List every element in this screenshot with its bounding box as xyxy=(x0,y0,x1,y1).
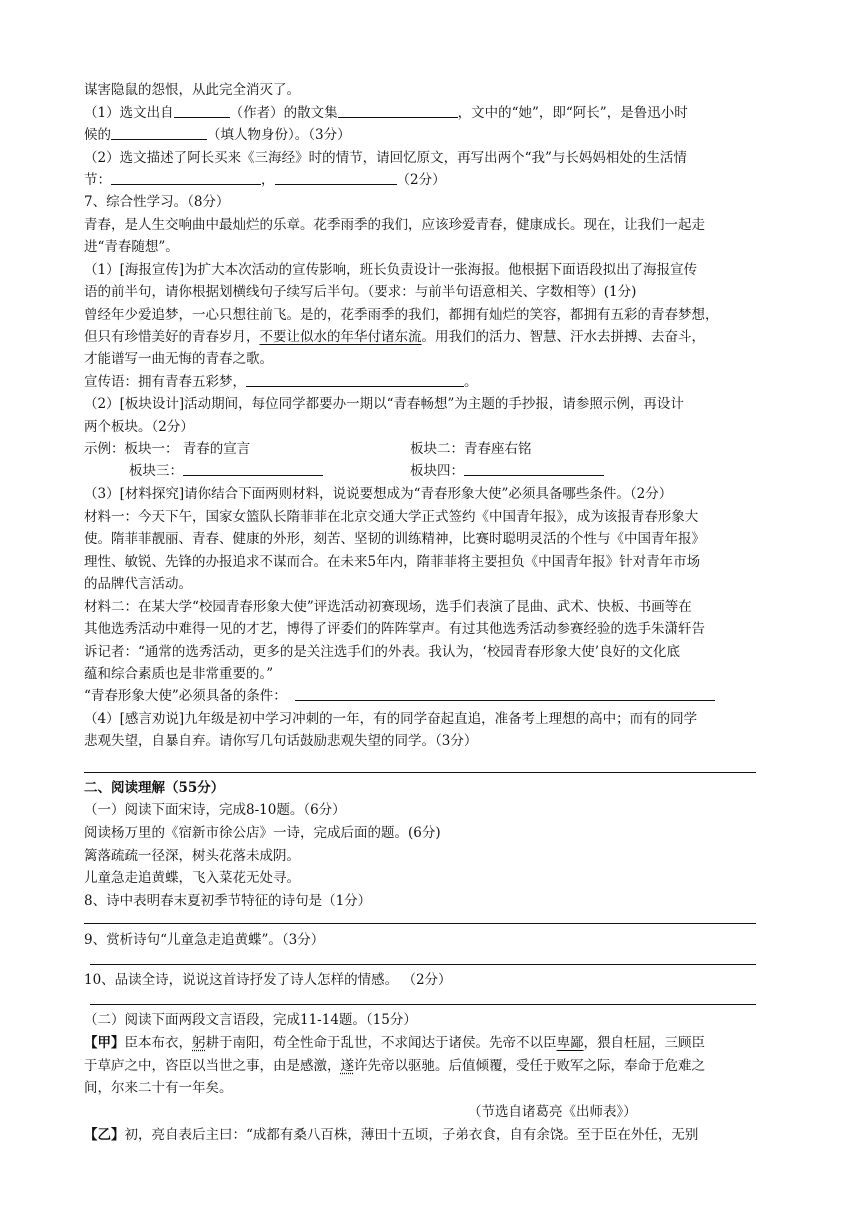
source-citation: （节选自诸葛亮《出师表》） xyxy=(468,1104,637,1120)
text-line: 谋害隐鼠的怨恨，从此完全消灭了。 xyxy=(84,82,300,98)
answer-blank[interactable] xyxy=(174,103,230,118)
question-2-line xyxy=(84,170,446,190)
question-text: 节： xyxy=(84,172,111,188)
answer-blank[interactable] xyxy=(464,461,604,476)
text-segment: 初，亮自表后主曰：“成都有桑八百株，薄田十五顷，子弟衣食，自有余饶。至于臣在外任，无别 xyxy=(124,1127,699,1143)
text-segment: 示例：板块一： 青春的宣言 xyxy=(84,441,251,457)
answer-blank[interactable] xyxy=(338,103,458,118)
text-line: 材料二：在某大学“校园青春形象大使”评选活动初赛现场，选手们表演了昆曲、武术、快板、书画等在 xyxy=(84,599,692,615)
text-line: （2）[板块设计]活动期间，每位同学都要办一期以“青春畅想”为主题的手抄报，请参照示例，再设计 xyxy=(84,396,684,412)
text-segment: 。用我们的活力、智慧、汗水去拼搏、去奋斗， xyxy=(421,329,705,345)
text-line: 才能谱写一曲无悔的青春之歌。 xyxy=(84,351,273,367)
text-line: （一）阅读下面宋诗，完成8-10题。（6分） xyxy=(84,802,346,818)
poem-line: 儿童急走追黄蝶，飞入菜花无处寻。 xyxy=(84,870,300,886)
marked-char: 躬 xyxy=(192,1035,206,1051)
section-2-heading: 二、阅读理解（55分） xyxy=(84,780,225,796)
text-segment: 板块四： xyxy=(410,463,464,479)
text-line: 使。隋菲菲靓丽、青春、健康的外形，刻苦、坚韧的训练精神，比赛时聪明灵活的个性与《中国青年报》 xyxy=(84,531,705,547)
slogan-line xyxy=(84,372,478,392)
answer-line[interactable] xyxy=(84,923,756,924)
text-line: 青春，是人生交响曲中最灿烂的乐章。花季雨季的我们，应该珍爱青春，健康成长。现在，让我们一起走 xyxy=(84,217,705,233)
answer-line[interactable] xyxy=(84,772,756,773)
marked-char: 遂 xyxy=(340,1058,354,1074)
text-line: 材料一：今天下午，国家女篮队长隋菲菲在北京交通大学正式签约《中国青年报》，成为该报青春形象大 xyxy=(84,509,699,525)
answer-blank[interactable] xyxy=(111,170,261,185)
text-segment: 板块二：青春座右铭 xyxy=(410,441,532,457)
block-line xyxy=(129,461,464,481)
question-10: 10、品读全诗，说说这首诗抒发了诗人怎样的情感。 （2分） xyxy=(84,972,452,988)
text-line: 诉记者：“通常的选秀活动，更多的是关注选手们的外表。我认为，‘校园青春形象大使’良好的文化底 xyxy=(84,644,680,660)
question-8: 8、诗中表明春末夏初季节特征的诗句是（1分） xyxy=(84,893,372,909)
text-segment: 臣本布衣， xyxy=(124,1035,192,1051)
poem-line: 篱落疏疏一径深，树头花落未成阴。 xyxy=(84,848,300,864)
question-1-line xyxy=(84,103,688,123)
answer-blank[interactable] xyxy=(246,372,464,387)
text-line: （4）[感言劝说]九年级是初中学习冲刺的一年，有的同学奋起直追，准备考上理想的高中；而有的同学 xyxy=(84,711,698,727)
text-line: 进“青春随想”。 xyxy=(84,239,179,255)
text-segment: 耕于南阳，苟全性命于乱世，不求闻达于诸侯。先帝不以臣 xyxy=(205,1035,557,1051)
answer-blank[interactable] xyxy=(275,170,397,185)
question-text: ，文中的“她”，即“阿长”，是鲁迅小时 xyxy=(457,105,688,121)
text-line: 阅读杨万里的《宿新市徐公店》一诗，完成后面的题。(6分) xyxy=(84,825,441,841)
question-text: （1）选文出自 xyxy=(84,105,174,121)
passage-jia-line xyxy=(84,1033,705,1053)
text-line: （1）[海报宣传]为扩大本次活动的宣传影响，班长负责设计一张海报。他根据下面语段拟出了海报宣传 xyxy=(84,262,698,278)
example-line xyxy=(84,439,532,459)
question-9: 9、赏析诗句“儿童急走追黄蝶”。（3分） xyxy=(84,932,325,948)
question-text: （2分） xyxy=(396,172,446,188)
question-text: 候的 xyxy=(84,127,111,143)
text-line: 理性、敏锐、先锋的办报追求不谋而合。在未来5年内，隋菲菲将主要担负《中国青年报》针对青年市场 xyxy=(84,554,701,570)
text-segment: “青春形象大使”必须具备的条件： xyxy=(84,688,287,704)
answer-blank[interactable] xyxy=(111,125,207,140)
text-line: 曾经年少爱追梦，一心只想往前飞。是的，花季雨季的我们，都拥有灿烂的笑容，都拥有五彩的青春梦想， xyxy=(84,307,719,323)
passage-jia-line: 间，尔来二十有一年矣。 xyxy=(84,1080,233,1096)
passage-jia-line xyxy=(84,1056,705,1076)
answer-line[interactable] xyxy=(90,964,756,965)
answer-line[interactable] xyxy=(90,1004,756,1005)
text-segment: 宣传语：拥有青春五彩梦， xyxy=(84,374,246,390)
question-text: ， xyxy=(261,172,275,188)
text-segment: 许先帝以驱驰。后值倾覆，受任于败军之际，奉命于危难之 xyxy=(354,1058,705,1074)
text-line: （二）阅读下面两段文言语段，完成11-14题。（15分） xyxy=(84,1012,417,1028)
section-7-heading: 7、综合性学习。（8分） xyxy=(84,194,230,210)
text-line: 的品牌代言活动。 xyxy=(84,576,192,592)
marked-word: 卑鄙 xyxy=(556,1035,584,1051)
passage-label: 【乙】 xyxy=(84,1127,125,1143)
block-4 xyxy=(410,461,604,481)
text-segment: 于草庐之中，咨臣以当世之事，由是感激， xyxy=(84,1058,341,1074)
passage-label: 【甲】 xyxy=(84,1035,125,1051)
text-line xyxy=(84,327,705,347)
answer-blank[interactable] xyxy=(183,461,323,476)
question-text: （作者）的散文集 xyxy=(229,105,338,121)
question-text: （填人物身份）。（3分） xyxy=(207,127,351,143)
text-line: 语的前半句，请你根据划横线句子续写后半句。（要求：与前半句语意相关、字数相等）(1分) xyxy=(84,284,637,300)
text-segment: 板块三： xyxy=(129,463,183,479)
underlined-sentence: 不要让似水的年华付诸东流 xyxy=(259,329,422,345)
conditions-line xyxy=(84,686,715,706)
text-line: 蕴和综合素质也是非常重要的。” xyxy=(84,666,274,682)
text-segment: 但只有珍惜美好的青春岁月， xyxy=(84,329,260,345)
text-segment: 。 xyxy=(464,374,478,390)
question-2-line: （2）选文描述了阿长买来《三海经》时的情节，请回忆原文，再写出两个“我”与长妈妈相处的生活情 xyxy=(84,150,687,166)
passage-yi-line xyxy=(84,1125,698,1145)
text-line: 其他选秀活动中难得一见的才艺，博得了评委们的阵阵掌声。有过其他选秀活动参赛经验的选手朱潇轩告 xyxy=(84,621,705,637)
answer-blank[interactable] xyxy=(295,686,715,701)
text-line: 悲观失望，自暴自弃。请你写几句话鼓励悲观失望的同学。（3分） xyxy=(84,733,478,749)
question-1-line xyxy=(84,125,351,145)
text-segment: ，猥自枉屈，三顾臣 xyxy=(583,1035,705,1051)
text-line: （3）[材料探究]请你结合下面两则材料，说说要想成为“青春形象大使”必须具备哪些条件。（2分） xyxy=(84,486,673,502)
text-line: 两个板块。（2分） xyxy=(84,419,194,435)
